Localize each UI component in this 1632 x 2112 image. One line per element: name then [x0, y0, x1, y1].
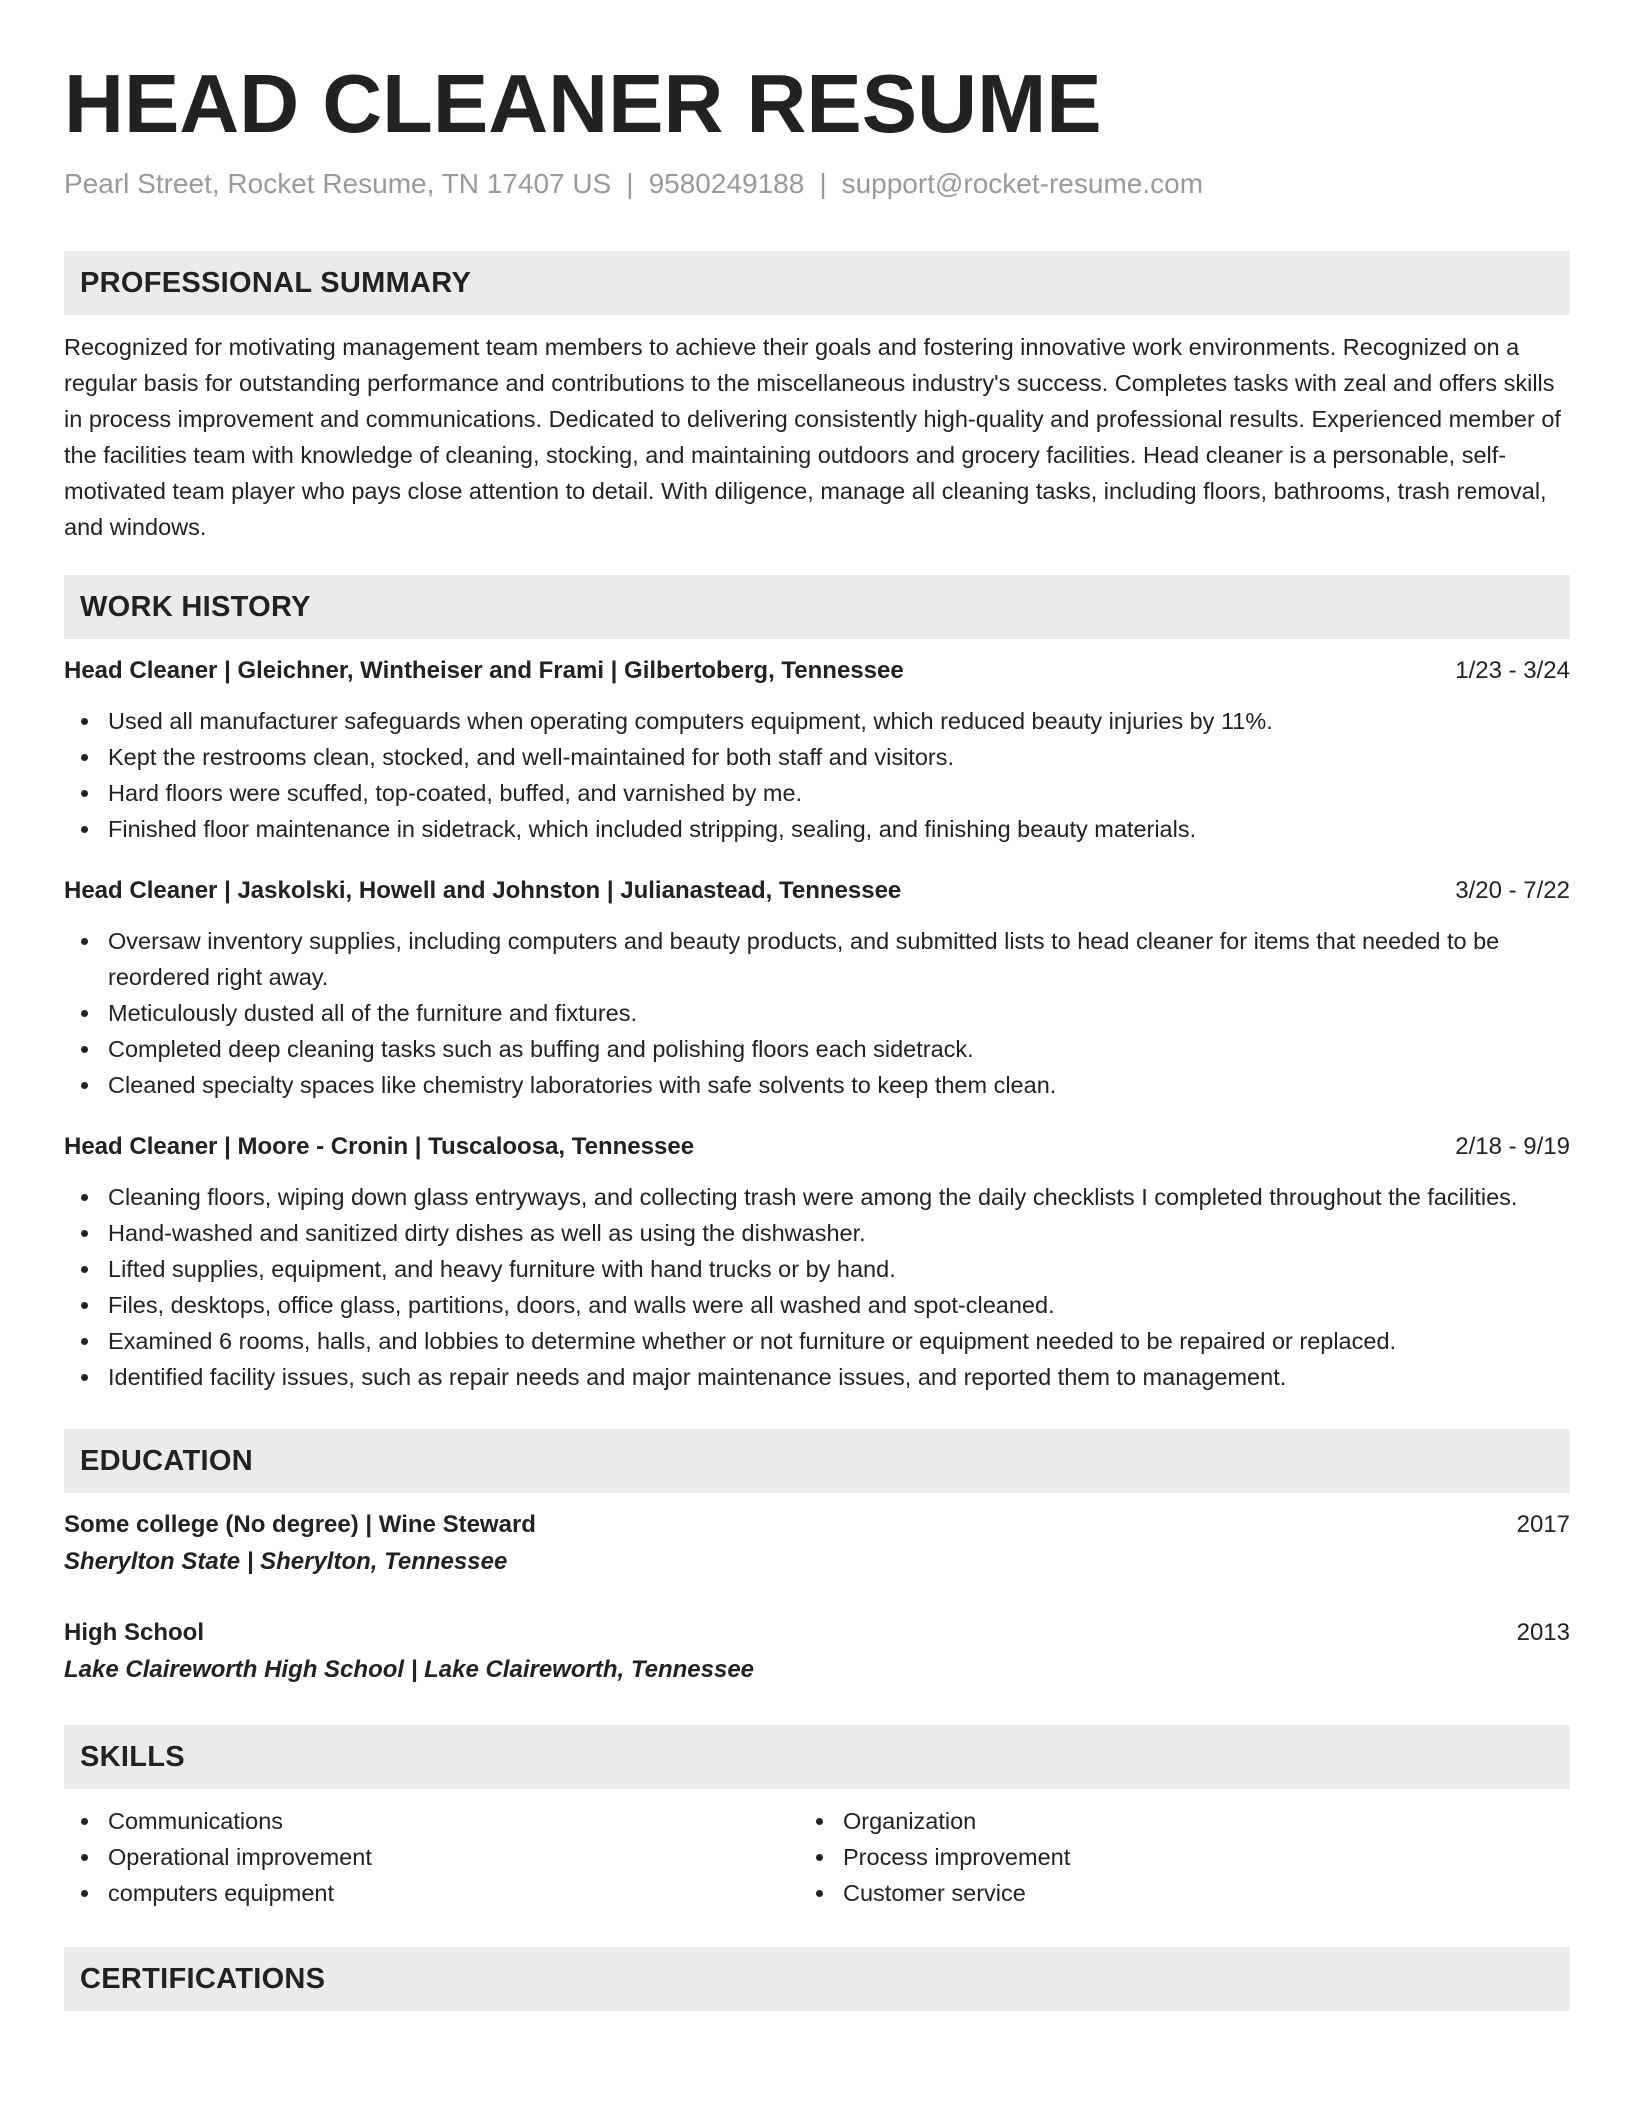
job-bullet	[64, 923, 1570, 995]
education-header	[64, 1615, 1570, 1651]
job-header	[64, 653, 1570, 689]
bullet-dot-icon	[81, 1230, 88, 1237]
job-entry	[64, 873, 1570, 1103]
section-header-skills: SKILLS	[64, 1725, 1570, 1789]
job-header	[64, 873, 1570, 909]
job-bullet	[64, 1359, 1570, 1395]
skill-text: Organization	[843, 1808, 977, 1834]
job-bullet-list	[64, 703, 1570, 847]
job-entry	[64, 653, 1570, 847]
job-bullet-text: Examined 6 rooms, halls, and lobbies to determine whether or not furniture or equipment needed to be repaired or replaced.	[108, 1328, 1397, 1354]
skill-text: Customer service	[843, 1880, 1026, 1906]
skill-item	[799, 1803, 1534, 1839]
skill-item	[64, 1803, 799, 1839]
contact-line	[64, 166, 1570, 202]
bullet-dot-icon	[81, 938, 88, 945]
bullet-dot-icon	[81, 1194, 88, 1201]
section-header-education: EDUCATION	[64, 1429, 1570, 1493]
job-bullet-list	[64, 923, 1570, 1103]
section-header-summary: PROFESSIONAL SUMMARY	[64, 251, 1570, 315]
skill-text: Operational improvement	[108, 1844, 372, 1870]
job-bullet	[64, 1323, 1570, 1359]
skills-list	[799, 1803, 1534, 1911]
skill-item	[64, 1875, 799, 1911]
job-bullet	[64, 739, 1570, 775]
job-bullet-text: Hard floors were scuffed, top-coated, buffed, and varnished by me.	[108, 780, 803, 806]
skills-grid	[64, 1803, 1570, 1911]
job-bullet-text: Finished floor maintenance in sidetrack, which included stripping, sealing, and finishing beauty materials.	[108, 816, 1197, 842]
education-year: 2013	[1516, 1619, 1570, 1646]
skill-item	[799, 1839, 1534, 1875]
education-year: 2017	[1516, 1511, 1570, 1538]
bullet-dot-icon	[81, 1854, 88, 1861]
bullet-dot-icon	[81, 1302, 88, 1309]
bullet-dot-icon	[81, 1082, 88, 1089]
education-entry	[64, 1615, 1570, 1689]
skills-list	[64, 1803, 799, 1911]
contact-phone: 9580249188	[648, 168, 805, 199]
summary-paragraph: Recognized for motivating management team members to achieve their goals and fostering innovative work environments. Recognized on a regular basis for outstanding performance and contributions to the miscellaneous industry's success. Completes tasks with zeal and offers skills in process improvement and communications. Dedicated to delivering consistently high-quality and professional results. Experienced member of the facilities team with knowledge of cleaning, stocking, and maintaining outdoors and grocery facilities. Head cleaner is a personable, self-motivated team player who pays close attention to detail. With diligence, manage all cleaning tasks, including floors, bathrooms, trash removal, and windows.	[64, 334, 1561, 540]
job-bullet-text: Oversaw inventory supplies, including computers and beauty products, and submitted lists to head cleaner for items that needed to be reordered right away.	[108, 928, 1500, 990]
skill-text: Communications	[108, 1808, 284, 1834]
education-degree: Some college (No degree) | Wine Steward	[64, 1511, 536, 1538]
bullet-dot-icon	[816, 1854, 823, 1861]
job-bullet-list	[64, 1179, 1570, 1395]
job-bullet	[64, 1179, 1570, 1215]
job-bullet	[64, 811, 1570, 847]
resume-title: HEAD CLEANER RESUME	[64, 57, 1102, 150]
bullet-dot-icon	[81, 1890, 88, 1897]
job-bullet	[64, 1031, 1570, 1067]
bullet-dot-icon	[81, 1338, 88, 1345]
job-dates: 3/20 - 7/22	[1455, 877, 1570, 904]
bullet-dot-icon	[81, 790, 88, 797]
job-bullet-text: Cleaning floors, wiping down glass entryways, and collecting trash were among the daily checklists I completed throughout the facilities.	[108, 1184, 1518, 1210]
job-bullet-text: Files, desktops, office glass, partitions, doors, and walls were all washed and spot-cleaned.	[108, 1292, 1055, 1318]
job-bullet	[64, 1067, 1570, 1103]
bullet-dot-icon	[816, 1818, 823, 1825]
job-bullet	[64, 1251, 1570, 1287]
job-bullet-text: Used all manufacturer safeguards when operating computers equipment, which reduced beauty injuries by 11%.	[108, 708, 1273, 734]
skill-item	[64, 1839, 799, 1875]
skill-text: Process improvement	[843, 1844, 1071, 1870]
education-entry	[64, 1507, 1570, 1581]
job-bullet-text: Meticulously dusted all of the furniture and fixtures.	[108, 1000, 638, 1026]
skills-column-left	[64, 1803, 799, 1911]
job-title: Head Cleaner | Gleichner, Wintheiser and Frami | Gilbertoberg, Tennessee	[64, 657, 904, 684]
bullet-dot-icon	[81, 826, 88, 833]
job-bullet-text: Identified facility issues, such as repair needs and major maintenance issues, and reported them to management.	[108, 1364, 1287, 1390]
job-bullet	[64, 703, 1570, 739]
bullet-dot-icon	[816, 1890, 823, 1897]
contact-address: Pearl Street, Rocket Resume, TN 17407 US	[64, 168, 612, 199]
job-bullet	[64, 1215, 1570, 1251]
education-school: Lake Claireworth High School | Lake Claireworth, Tennessee	[64, 1656, 755, 1683]
job-bullet-text: Hand-washed and sanitized dirty dishes as well as using the dishwasher.	[108, 1220, 866, 1246]
job-bullet-text: Cleaned specialty spaces like chemistry laboratories with safe solvents to keep them clean.	[108, 1072, 1057, 1098]
education-header	[64, 1507, 1570, 1543]
bullet-dot-icon	[81, 1266, 88, 1273]
job-dates: 2/18 - 9/19	[1455, 1133, 1570, 1160]
job-bullet-text: Kept the restrooms clean, stocked, and well-maintained for both staff and visitors.	[108, 744, 954, 770]
job-bullet	[64, 775, 1570, 811]
contact-separator: |	[626, 168, 634, 199]
bullet-dot-icon	[81, 1010, 88, 1017]
education-school: Sherylton State | Sherylton, Tennessee	[64, 1548, 508, 1575]
job-bullet-text: Completed deep cleaning tasks such as buffing and polishing floors each sidetrack.	[108, 1036, 974, 1062]
skill-text: computers equipment	[108, 1880, 334, 1906]
bullet-dot-icon	[81, 754, 88, 761]
section-header-work-history: WORK HISTORY	[64, 575, 1570, 639]
bullet-dot-icon	[81, 1818, 88, 1825]
bullet-dot-icon	[81, 1046, 88, 1053]
contact-email: support@rocket-resume.com	[841, 168, 1204, 199]
job-bullet-text: Lifted supplies, equipment, and heavy furniture with hand trucks or by hand.	[108, 1256, 896, 1282]
job-dates: 1/23 - 3/24	[1455, 657, 1570, 684]
education-degree: High School	[64, 1619, 204, 1646]
job-title: Head Cleaner | Moore - Cronin | Tuscaloosa, Tennessee	[64, 1133, 695, 1160]
contact-separator: |	[819, 168, 827, 199]
bullet-dot-icon	[81, 718, 88, 725]
job-header	[64, 1129, 1570, 1165]
job-bullet	[64, 1287, 1570, 1323]
section-header-certifications: CERTIFICATIONS	[64, 1947, 1570, 2011]
job-title: Head Cleaner | Jaskolski, Howell and Johnston | Julianastead, Tennessee	[64, 877, 902, 904]
skill-item	[799, 1875, 1534, 1911]
job-bullet	[64, 995, 1570, 1031]
job-entry	[64, 1129, 1570, 1395]
skills-column-right	[799, 1803, 1534, 1911]
bullet-dot-icon	[81, 1374, 88, 1381]
